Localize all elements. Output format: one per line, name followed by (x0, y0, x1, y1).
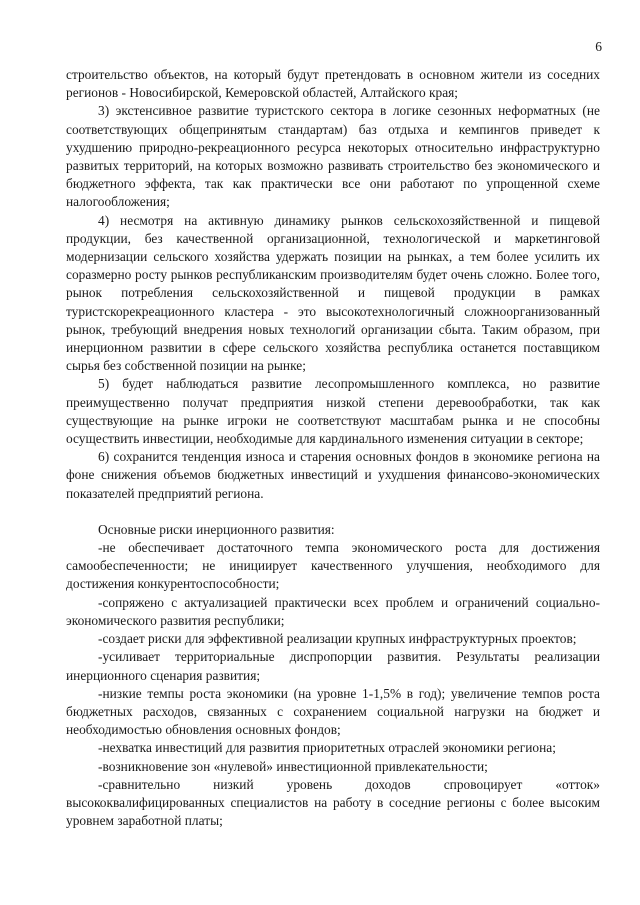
risks-heading: Основные риски инерционного развития: (98, 521, 335, 537)
paragraph-item-5: 5) будет наблюдаться развитие лесопромышленного комплекса, но развитие преимущественно получат предприятия низкой степени деревообработки, так как существующие на рынке игроки не соответствуют масштабам рынка и не способны осуществить инвестиции, необходимые для кардинального изменения ситуации в секторе; (66, 376, 600, 447)
risk-item: -сравнительно низкий уровень доходов спровоцирует «отток» высококвалифицированных специалистов на работу в соседние регионы с более высоким уровнем заработной платы; (66, 776, 600, 829)
page-number: 6 (595, 39, 602, 54)
risk-item: -не обеспечивает достаточного темпа экономического роста для достижения самообеспеченности; не инициирует качественного улучшения, необходимого для достижения конкурентоспособности; (66, 540, 600, 592)
document-body (66, 66, 600, 830)
section-spacer (66, 503, 600, 521)
paragraph-item-4: 4) несмотря на активную динамику рынков сельскохозяйственной и пищевой продукции, без качественной организационной, технологической и маркетинговой модернизации сельского хозяйства удержать позиции на рынках, а тем более усилить их соразмерно росту рынков республиканским производителям будет очень сложно. Более того, рынок потребления сельскохозяйственной и пищевой продукции в рамках туристскорекреационного кластера - это высокотехнологичный сложноорганизованный рынок, требующий внедрения новых технологий организации сбыта. Таким образом, при инерционном развитии в сфере сельского хозяйства республика останется поставщиком сырья без собственной позиции на рынке; (66, 212, 600, 374)
risk-item: -низкие темпы роста экономики (на уровне 1-1,5% в год); увеличение темпов роста бюджетных расходов, связанных с сохранением социальной нагрузки на бюджет и необходимостью обновления основных фондов; (66, 685, 600, 738)
paragraph-item-3: 3) экстенсивное развитие туристского сектора в логике сезонных неформатных (не соответствующих общепринятым стандартам) баз отдыха и кемпингов приведет к ухудшению природно-рекреационного ресурса некоторых относительно инфраструктурно развитых территорий, на которых возможно развивать строительство без экономического и бюджетного эффекта, так как практически все они работают по упрощенной схеме налогообложения; (66, 103, 600, 210)
paragraph-continuation: строительство объектов, на который будут претендовать в основном жители из соседних регионов - Новосибирской, Кемеровской областей, Алтайского края; (66, 67, 600, 101)
paragraph-item-6: 6) сохранится тенденция износа и старения основных фондов в экономике региона на фоне снижения объемов бюджетных инвестиций и ухудшения финансово-экономических показателей предприятий региона. (66, 449, 600, 501)
risk-item: -возникновение зон «нулевой» инвестиционной привлекательности; (98, 758, 488, 774)
risk-item: -сопряжено с актуализацией практически всех проблем и ограничений социально-экономического развития республики; (66, 594, 600, 628)
risk-item: -усиливает территориальные диспропорции развития. Результаты реализации инерционного сценария развития; (66, 649, 600, 683)
risk-item: -создает риски для эффективной реализации крупных инфраструктурных проектов; (98, 631, 577, 647)
risk-item: -нехватка инвестиций для развития приоритетных отраслей экономики региона; (98, 740, 556, 756)
